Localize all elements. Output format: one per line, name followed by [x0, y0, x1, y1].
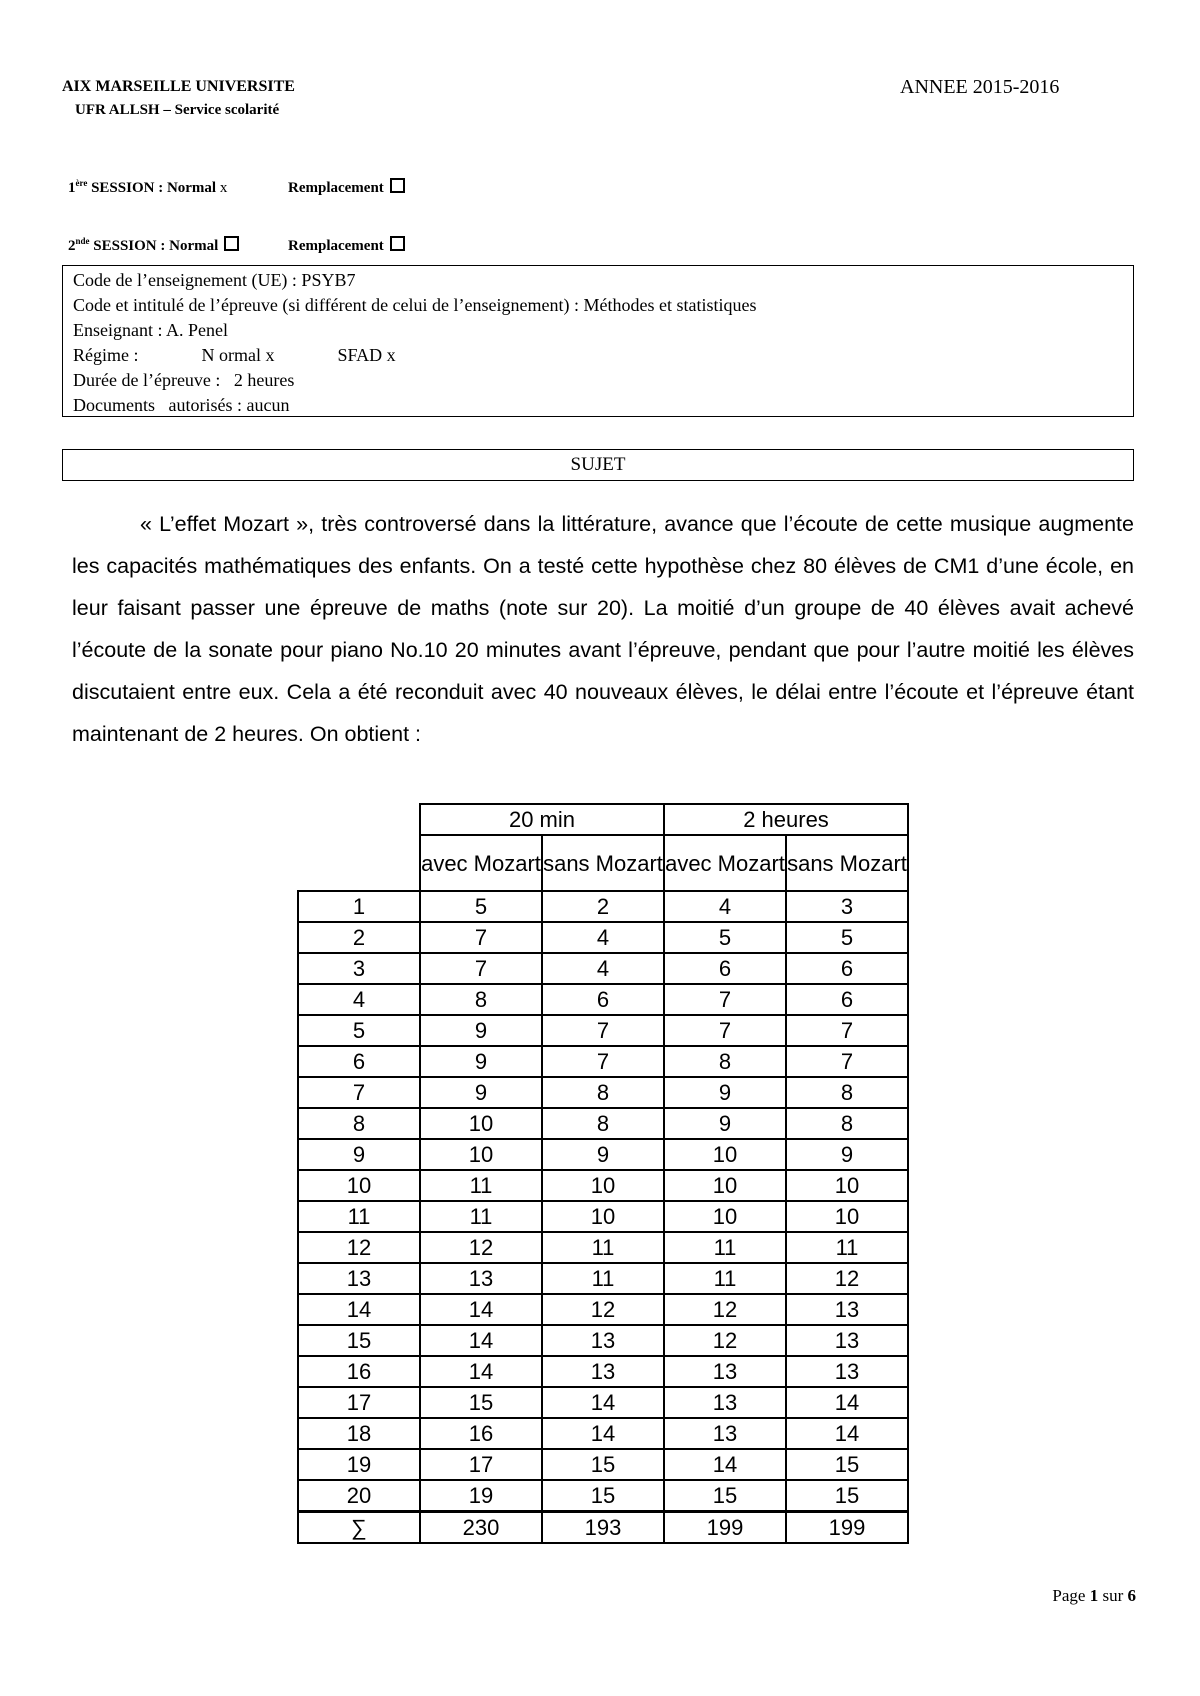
session-2-replacement-checkbox[interactable]	[390, 236, 405, 251]
cell-2h-avec: 9	[664, 1077, 786, 1108]
cell-row-label: 6	[298, 1046, 420, 1077]
cell-2h-avec: 13	[664, 1356, 786, 1387]
cell-2h-avec: 7	[664, 984, 786, 1015]
cell-2h-avec: 8	[664, 1046, 786, 1077]
subheader-2h-avec: avec Mozart	[664, 835, 786, 891]
session-2-line	[68, 236, 239, 255]
cell-20min-avec: 10	[420, 1108, 542, 1139]
cell-2h-avec: 13	[664, 1387, 786, 1418]
group-header-20min: 20 min	[420, 804, 664, 835]
cell-2h-sans: 13	[786, 1356, 908, 1387]
cell-row-label: 8	[298, 1108, 420, 1139]
table-row	[298, 1263, 908, 1294]
table-row	[298, 1387, 908, 1418]
cell-row-label: 16	[298, 1356, 420, 1387]
cell-2h-sans: 7	[786, 1015, 908, 1046]
cell-row-label: 19	[298, 1449, 420, 1480]
cell-row-label: 14	[298, 1294, 420, 1325]
cell-row-label: 9	[298, 1139, 420, 1170]
cell-20min-sans: 7	[542, 1015, 664, 1046]
table-row	[298, 1480, 908, 1512]
session-2-label: SESSION : Normal	[89, 238, 219, 254]
cell-2h-sans: 10	[786, 1201, 908, 1232]
academic-year: ANNEE 2015-2016	[900, 76, 1060, 98]
cell-20min-sans: 4	[542, 953, 664, 984]
cell-20min-avec: 9	[420, 1015, 542, 1046]
cell-row-label: 4	[298, 984, 420, 1015]
cell-row-label: 3	[298, 953, 420, 984]
cell-row-label: 7	[298, 1077, 420, 1108]
cell-2h-sans: 11	[786, 1232, 908, 1263]
cell-20min-sans: 13	[542, 1325, 664, 1356]
documents: Documents autorisés : aucun	[73, 395, 290, 415]
cell-20min-avec: 10	[420, 1139, 542, 1170]
cell-2h-avec: 5	[664, 922, 786, 953]
subheader-20min-sans: sans Mozart	[542, 835, 664, 891]
cell-2h-avec: 11	[664, 1263, 786, 1294]
sum-20min-sans: 193	[542, 1512, 664, 1544]
cell-20min-sans: 12	[542, 1294, 664, 1325]
cell-row-label: 17	[298, 1387, 420, 1418]
cell-20min-avec: 12	[420, 1232, 542, 1263]
cell-20min-avec: 5	[420, 891, 542, 922]
session-1-replacement-label: Remplacement	[288, 180, 384, 196]
session-1-replacement-checkbox[interactable]	[390, 178, 405, 193]
session-2-ordinal: 2	[68, 238, 76, 254]
ufr-service: UFR ALLSH – Service scolarité	[75, 102, 280, 118]
cell-20min-sans: 8	[542, 1077, 664, 1108]
table-row	[298, 1449, 908, 1480]
table-row	[298, 1046, 908, 1077]
table-row	[298, 1232, 908, 1263]
cell-20min-sans: 9	[542, 1139, 664, 1170]
sum-2h-avec: 199	[664, 1512, 786, 1544]
session-1-replacement	[288, 178, 405, 197]
sum-2h-sans: 199	[786, 1512, 908, 1544]
cell-20min-avec: 14	[420, 1294, 542, 1325]
page-total: 6	[1127, 1586, 1136, 1605]
cell-20min-sans: 8	[542, 1108, 664, 1139]
sum-symbol: ∑	[298, 1512, 420, 1544]
cell-20min-avec: 11	[420, 1170, 542, 1201]
cell-row-label: 18	[298, 1418, 420, 1449]
group-header-2h: 2 heures	[664, 804, 908, 835]
table-row	[298, 891, 908, 922]
cell-row-label: 15	[298, 1325, 420, 1356]
cell-row-label: 11	[298, 1201, 420, 1232]
table-subheader-row	[298, 835, 908, 891]
session-2-replacement-label: Remplacement	[288, 238, 384, 254]
cell-20min-sans: 2	[542, 891, 664, 922]
cell-2h-sans: 8	[786, 1108, 908, 1139]
table-row	[298, 922, 908, 953]
cell-20min-avec: 16	[420, 1418, 542, 1449]
session-2-suffix: nde	[75, 236, 90, 246]
cell-2h-sans: 13	[786, 1294, 908, 1325]
cell-row-label: 2	[298, 922, 420, 953]
cell-20min-sans: 7	[542, 1046, 664, 1077]
table-sum-row	[298, 1512, 908, 1544]
cell-2h-avec: 14	[664, 1449, 786, 1480]
cell-2h-sans: 9	[786, 1139, 908, 1170]
exam-info-box	[62, 265, 1134, 417]
enseignant: Enseignant : A. Penel	[73, 320, 228, 340]
page-footer	[1052, 1586, 1136, 1606]
cell-20min-sans: 11	[542, 1263, 664, 1294]
cell-2h-avec: 10	[664, 1139, 786, 1170]
cell-20min-sans: 15	[542, 1480, 664, 1512]
cell-20min-avec: 17	[420, 1449, 542, 1480]
cell-20min-sans: 6	[542, 984, 664, 1015]
cell-2h-avec: 6	[664, 953, 786, 984]
cell-row-label: 12	[298, 1232, 420, 1263]
cell-20min-sans: 11	[542, 1232, 664, 1263]
cell-row-label: 10	[298, 1170, 420, 1201]
cell-20min-avec: 14	[420, 1325, 542, 1356]
of-word: sur	[1102, 1586, 1124, 1605]
session-2-replacement	[288, 236, 405, 255]
cell-2h-avec: 9	[664, 1108, 786, 1139]
cell-row-label: 1	[298, 891, 420, 922]
cell-2h-avec: 4	[664, 891, 786, 922]
cell-20min-avec: 15	[420, 1387, 542, 1418]
table-row	[298, 1077, 908, 1108]
cell-20min-avec: 19	[420, 1480, 542, 1512]
cell-20min-avec: 7	[420, 922, 542, 953]
table-row	[298, 1139, 908, 1170]
cell-row-label: 20	[298, 1480, 420, 1512]
table-row	[298, 953, 908, 984]
cell-2h-sans: 15	[786, 1449, 908, 1480]
session-1-line	[68, 178, 227, 197]
cell-20min-sans: 15	[542, 1449, 664, 1480]
cell-row-label: 13	[298, 1263, 420, 1294]
cell-2h-sans: 13	[786, 1325, 908, 1356]
cell-20min-sans: 13	[542, 1356, 664, 1387]
table-group-header-row	[298, 804, 908, 835]
sum-20min-avec: 230	[420, 1512, 542, 1544]
cell-row-label: 5	[298, 1015, 420, 1046]
cell-2h-avec: 11	[664, 1232, 786, 1263]
table-row	[298, 984, 908, 1015]
cell-20min-avec: 11	[420, 1201, 542, 1232]
page-number: 1	[1089, 1586, 1099, 1605]
cell-20min-sans: 10	[542, 1201, 664, 1232]
cell-20min-avec: 13	[420, 1263, 542, 1294]
cell-20min-sans: 4	[542, 922, 664, 953]
cell-2h-sans: 14	[786, 1387, 908, 1418]
table-row	[298, 1356, 908, 1387]
cell-2h-avec: 15	[664, 1480, 786, 1512]
cell-20min-avec: 8	[420, 984, 542, 1015]
page-word: Page	[1052, 1586, 1086, 1605]
table-row	[298, 1418, 908, 1449]
table-corner-2	[298, 835, 420, 891]
session-1-normal-mark: x	[219, 180, 228, 196]
session-2-normal-checkbox[interactable]	[224, 236, 239, 251]
session-1-ordinal: 1	[68, 180, 76, 196]
table-corner	[298, 804, 420, 835]
cell-2h-sans: 6	[786, 984, 908, 1015]
table-row	[298, 1015, 908, 1046]
cell-20min-avec: 7	[420, 953, 542, 984]
cell-2h-sans: 8	[786, 1077, 908, 1108]
table-row	[298, 1201, 908, 1232]
table-row	[298, 1108, 908, 1139]
cell-2h-avec: 7	[664, 1015, 786, 1046]
cell-2h-avec: 10	[664, 1201, 786, 1232]
university-name: AIX MARSEILLE UNIVERSITE	[62, 78, 295, 95]
subheader-2h-sans: sans Mozart	[786, 835, 908, 891]
table-row	[298, 1294, 908, 1325]
cell-2h-avec: 10	[664, 1170, 786, 1201]
cell-2h-avec: 13	[664, 1418, 786, 1449]
cell-2h-sans: 6	[786, 953, 908, 984]
session-1-suffix: ère	[75, 178, 88, 188]
cell-2h-sans: 12	[786, 1263, 908, 1294]
subject-text: « L’effet Mozart », très controversé dans la littérature, avance que l’écoute de cette musique augmente les capacités mathématiques des enfants. On a testé cette hypothèse chez 80 élèves de CM1 d’une école, en leur faisant passer une épreuve de maths (note sur 20). La moitié d’un groupe de 40 élèves avait achevé l’écoute de la sonate pour piano No.10 20 minutes avant l’épreuve, pendant que pour l’autre moitié les élèves discutaient entre eux. Cela a été reconduit avec 40 nouveaux élèves, le délai entre l’écoute et l’épreuve étant maintenant de 2 heures. On obtient :	[72, 512, 1134, 746]
subject-paragraph	[72, 503, 1134, 755]
cell-20min-avec: 14	[420, 1356, 542, 1387]
cell-2h-sans: 15	[786, 1480, 908, 1512]
cell-2h-sans: 5	[786, 922, 908, 953]
cell-20min-sans: 10	[542, 1170, 664, 1201]
cell-2h-sans: 14	[786, 1418, 908, 1449]
table-row	[298, 1325, 908, 1356]
cell-2h-sans: 10	[786, 1170, 908, 1201]
subheader-20min-avec: avec Mozart	[420, 835, 542, 891]
cell-2h-avec: 12	[664, 1325, 786, 1356]
cell-20min-avec: 9	[420, 1046, 542, 1077]
cell-2h-sans: 3	[786, 891, 908, 922]
cell-20min-sans: 14	[542, 1387, 664, 1418]
table-row	[298, 1170, 908, 1201]
regime: Régime : N ormal x SFAD x	[73, 345, 396, 365]
session-1-label: SESSION : Normal	[87, 180, 217, 196]
duree: Durée de l’épreuve : 2 heures	[73, 370, 295, 390]
sujet-title: SUJET	[62, 449, 1134, 481]
cell-20min-avec: 9	[420, 1077, 542, 1108]
cell-20min-sans: 14	[542, 1418, 664, 1449]
code-ue: Code de l’enseignement (UE) : PSYB7	[73, 270, 356, 290]
code-epreuve: Code et intitulé de l’épreuve (si différent de celui de l’enseignement) : Méthodes et statistiques	[73, 295, 757, 315]
scores-table	[297, 803, 909, 1544]
cell-2h-avec: 12	[664, 1294, 786, 1325]
cell-2h-sans: 7	[786, 1046, 908, 1077]
